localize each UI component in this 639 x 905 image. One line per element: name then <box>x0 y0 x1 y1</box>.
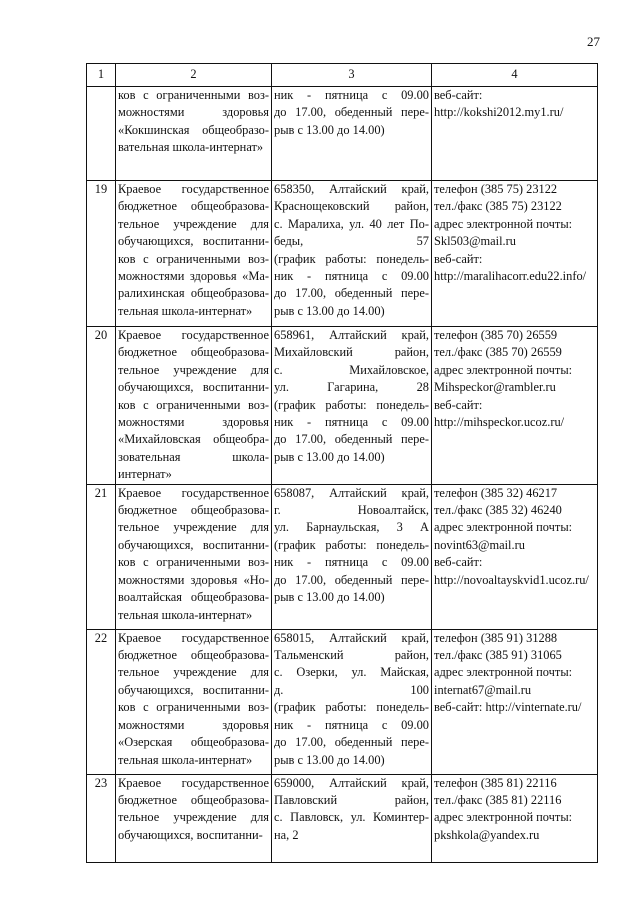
contacts-cell-line: Skl503@mail.ru <box>434 234 516 249</box>
contacts-cell <box>432 629 598 774</box>
contacts-cell <box>432 484 598 629</box>
address-cell-line: с. Маралиха, ул. 40 лет По- <box>274 216 429 231</box>
column-header-number: 1 <box>87 64 116 87</box>
institution-name-cell-line: тельное учреждение для <box>118 810 269 825</box>
institution-name-cell-line: обучающихся, воспитанни- <box>118 234 269 249</box>
institution-name-cell-line: обучающихся, воспитанни- <box>118 682 269 697</box>
address-cell-line: до 17.00, обеденный пере- <box>274 286 429 301</box>
contacts-cell-line: телефон (385 70) 26559 <box>434 328 558 342</box>
contacts-cell-line: телефон (385 81) 22116 <box>434 775 557 790</box>
contacts-cell-line: веб-сайт: http://vinternate.ru/ <box>434 700 582 715</box>
institution-name-cell <box>116 327 272 485</box>
contacts-cell-line: адрес электронной почты: <box>434 216 573 231</box>
address-cell <box>272 774 432 862</box>
institution-name-cell-line: вательная школа-интернат» <box>118 140 264 155</box>
address-cell-line: (график работы: понедель- <box>274 537 429 552</box>
contacts-cell-line: http://maralihacorr.edu22.info/ <box>434 269 587 284</box>
contacts-cell-line: тел./факс (385 81) 22116 <box>434 793 562 808</box>
institution-name-cell <box>116 484 272 629</box>
contacts-cell-line: internat67@mail.ru <box>434 682 532 697</box>
address-cell-line: ник - пятница с 09.00 <box>274 555 429 570</box>
address-cell-line: ник - пятница с 09.00 <box>274 88 429 102</box>
address-cell-line: на, 2 <box>274 827 299 842</box>
table-row <box>87 87 598 181</box>
institution-name-cell-line: тельная школа-интернат» <box>118 607 253 622</box>
row-number-cell: 19 <box>87 181 116 327</box>
contacts-cell-line: novint63@mail.ru <box>434 537 525 552</box>
institution-name-cell-line: зовательная школа- <box>118 449 269 464</box>
address-cell-line: (график работы: понедель- <box>274 397 429 412</box>
institution-name-cell-line: можностями здоровья <box>118 717 269 732</box>
institution-name-cell-line: «Озерская общеобразова- <box>118 735 269 750</box>
column-header-name: 2 <box>116 64 272 87</box>
address-cell-line: Михайловский район, <box>274 345 429 360</box>
institution-name-cell-line: Краевое государственное <box>118 630 269 645</box>
institutions-table <box>86 63 598 863</box>
column-header-address: 3 <box>272 64 432 87</box>
address-cell-line: ник - пятница с 09.00 <box>274 717 429 732</box>
address-cell <box>272 484 432 629</box>
contacts-cell-line: pkshkola@yandex.ru <box>434 827 540 842</box>
contacts-cell <box>432 181 598 327</box>
institution-name-cell-line: можностями здоровья «Но- <box>118 572 269 587</box>
page-number: 27 <box>587 34 600 49</box>
contacts-cell-line: http://mihspeckor.ucoz.ru/ <box>434 415 565 430</box>
address-cell-line: Краснощековский район, <box>274 199 429 214</box>
institution-name-cell <box>116 629 272 774</box>
contacts-cell-line: веб-сайт: <box>434 397 483 412</box>
address-cell <box>272 629 432 774</box>
institution-name-cell-line: можностями здоровья <box>118 105 269 120</box>
address-cell <box>272 181 432 327</box>
institution-name-cell-line: можностями здоровья «Ма- <box>118 269 269 284</box>
institution-name-cell-line: тельная школа-интернат» <box>118 752 253 767</box>
row-number-cell: 22 <box>87 629 116 774</box>
institution-name-cell-line: Краевое государственное <box>118 328 269 342</box>
address-cell-line: ул. Гагарина, 28 <box>274 380 429 395</box>
institution-name-cell <box>116 181 272 327</box>
institution-name-cell-line: Краевое государственное <box>118 485 269 500</box>
address-cell-line: 658087, Алтайский край, <box>274 485 429 500</box>
table-row <box>87 181 598 327</box>
contacts-cell-line: веб-сайт: <box>434 251 483 266</box>
contacts-cell-line: веб-сайт: <box>434 555 483 570</box>
institution-name-cell-line: тельное учреждение для <box>118 665 269 680</box>
address-cell-line: (график работы: понедель- <box>274 251 429 266</box>
address-cell-line: 659000, Алтайский край, <box>274 775 429 790</box>
address-cell-line: ник - пятница с 09.00 <box>274 269 429 284</box>
address-cell-line: ник - пятница с 09.00 <box>274 415 429 430</box>
contacts-cell-line: адрес электронной почты: <box>434 810 573 825</box>
address-cell <box>272 87 432 181</box>
table-row <box>87 484 598 629</box>
institution-name-cell <box>116 774 272 862</box>
table-row <box>87 327 598 485</box>
institution-name-cell-line: можностями здоровья <box>118 415 269 430</box>
institution-name-cell-line: воалтайская общеобразова- <box>118 590 269 605</box>
row-number-cell: 20 <box>87 327 116 485</box>
address-cell <box>272 327 432 485</box>
institution-name-cell-line: «Михайловская общеобра- <box>118 432 269 447</box>
institution-name-cell-line: ралихинская общеобразова- <box>118 286 269 301</box>
address-cell-line: с. Михайловское, <box>274 362 429 377</box>
contacts-cell-line: тел./факс (385 70) 26559 <box>434 345 562 360</box>
institution-name-cell-line: Краевое государственное <box>118 182 269 196</box>
institution-name-cell <box>116 87 272 181</box>
institution-name-cell-line: обучающихся, воспитанни- <box>118 537 269 552</box>
institution-name-cell-line: обучающихся, воспитанни- <box>118 827 263 842</box>
table-row <box>87 629 598 774</box>
contacts-cell-line: адрес электронной почты: <box>434 520 573 535</box>
address-cell-line: беды, 57 <box>274 234 429 249</box>
institution-name-cell-line: ков с ограниченными воз- <box>118 251 269 266</box>
address-cell-line: 658350, Алтайский край, <box>274 182 429 196</box>
contacts-cell-line: тел./факс (385 91) 31065 <box>434 648 562 663</box>
header-row <box>87 64 598 87</box>
contacts-cell-line: Mihspeckor@rambler.ru <box>434 380 556 395</box>
contacts-cell-line: http://kokshi2012.my1.ru/ <box>434 105 564 120</box>
institution-name-cell-line: интернат» <box>118 467 172 482</box>
contacts-cell <box>432 87 598 181</box>
contacts-cell-line: тел./факс (385 75) 23122 <box>434 199 562 214</box>
address-cell-line: рыв с 13.00 до 14.00) <box>274 752 385 767</box>
row-number-cell: 21 <box>87 484 116 629</box>
table-row <box>87 774 598 862</box>
contacts-cell-line: адрес электронной почты: <box>434 362 573 377</box>
institution-name-cell-line: бюджетное общеобразова- <box>118 503 269 518</box>
address-cell-line: 658961, Алтайский край, <box>274 328 429 342</box>
address-cell-line: рыв с 13.00 до 14.00) <box>274 449 385 464</box>
contacts-cell <box>432 327 598 485</box>
institution-name-cell-line: тельная школа-интернат» <box>118 303 253 318</box>
institution-name-cell-line: Краевое государственное <box>118 775 269 790</box>
address-cell-line: до 17.00, обеденный пере- <box>274 572 429 587</box>
address-cell-line: г. Новоалтайск, <box>274 503 429 518</box>
contacts-cell-line: адрес электронной почты: <box>434 665 573 680</box>
address-cell-line: 658015, Алтайский край, <box>274 630 429 645</box>
table-body <box>87 87 598 863</box>
address-cell-line: до 17.00, обеденный пере- <box>274 105 429 120</box>
address-cell-line: Тальменский район, <box>274 648 429 663</box>
contacts-cell-line: веб-сайт: <box>434 88 483 102</box>
institution-name-cell-line: ков с ограниченными воз- <box>118 700 269 715</box>
address-cell-line: рыв с 13.00 до 14.00) <box>274 590 385 605</box>
contacts-cell-line: тел./факс (385 32) 46240 <box>434 503 562 518</box>
address-cell-line: ул. Барнаульская, 3 А <box>274 520 429 535</box>
institution-name-cell-line: ков с ограниченными воз- <box>118 397 269 412</box>
institution-name-cell-line: бюджетное общеобразова- <box>118 199 269 214</box>
institution-name-cell-line: бюджетное общеобразова- <box>118 793 269 808</box>
contacts-cell-line: телефон (385 32) 46217 <box>434 485 558 500</box>
row-number-cell: 23 <box>87 774 116 862</box>
address-cell-line: до 17.00, обеденный пере- <box>274 735 429 750</box>
institution-name-cell-line: ков с ограниченными воз- <box>118 88 269 102</box>
institution-name-cell-line: тельное учреждение для <box>118 216 269 231</box>
address-cell-line: рыв с 13.00 до 14.00) <box>274 122 385 137</box>
institution-name-cell-line: тельное учреждение для <box>118 520 269 535</box>
address-cell-line: до 17.00, обеденный пере- <box>274 432 429 447</box>
institution-name-cell-line: «Кокшинская общеобразо- <box>118 122 269 137</box>
column-header-contacts: 4 <box>432 64 598 87</box>
institution-name-cell-line: тельное учреждение для <box>118 362 269 377</box>
contacts-cell-line: телефон (385 75) 23122 <box>434 182 558 196</box>
address-cell-line: Павловский район, <box>274 793 429 808</box>
institution-name-cell-line: обучающихся, воспитанни- <box>118 380 269 395</box>
institution-name-cell-line: ков с ограниченными воз- <box>118 555 269 570</box>
address-cell-line: рыв с 13.00 до 14.00) <box>274 303 385 318</box>
contacts-cell <box>432 774 598 862</box>
address-cell-line: с. Павловск, ул. Коминтер- <box>274 810 429 825</box>
contacts-cell-line: http://novoaltayskvid1.ucoz.ru/ <box>434 572 589 587</box>
institution-name-cell-line: бюджетное общеобразова- <box>118 345 269 360</box>
address-cell-line: (график работы: понедель- <box>274 700 429 715</box>
row-number-cell <box>87 87 116 181</box>
contacts-cell-line: телефон (385 91) 31288 <box>434 630 558 645</box>
address-cell-line: д. 100 <box>274 682 429 697</box>
address-cell-line: с. Озерки, ул. Майская, <box>274 665 429 680</box>
institution-name-cell-line: бюджетное общеобразова- <box>118 648 269 663</box>
